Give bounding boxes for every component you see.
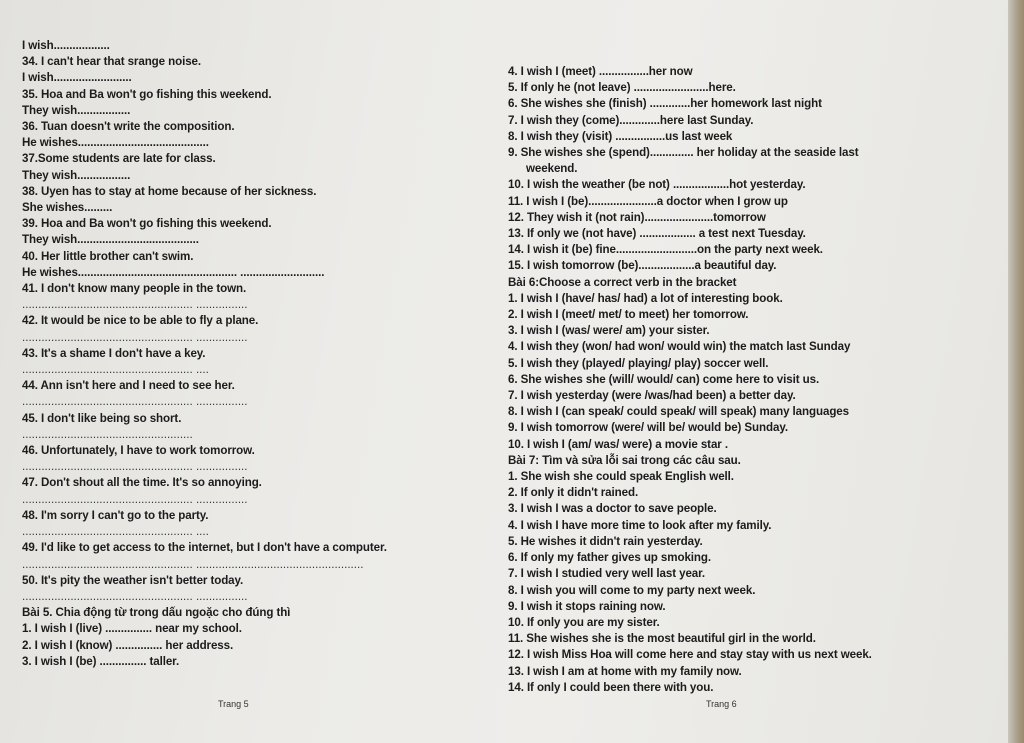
text-line: He wishes.......................................... <box>22 136 209 150</box>
left-column <box>22 38 492 670</box>
text-line: 8. I wish they (visit) ................us last week <box>508 129 733 143</box>
page-number-right: Trang 6 <box>706 699 737 709</box>
text-line: 37.Some students are late for class. <box>22 152 216 166</box>
text-line: 2. If only it didn't rained. <box>508 486 639 500</box>
text-line: 44. Ann isn't here and I need to see her. <box>22 379 235 393</box>
text-line: 1. I wish I (have/ has/ had) a lot of interesting book. <box>508 291 783 305</box>
text-line: Bài 6:Choose a correct verb in the bracket <box>508 275 737 289</box>
text-line: 7. I wish yesterday (were /was/had been) a better day. <box>508 389 796 403</box>
text-line: 38. Uyen has to stay at home because of her sickness. <box>22 184 317 198</box>
text-line: 11. She wishes she is the most beautiful girl in the world. <box>508 632 816 646</box>
answer-blank-line: ..................................................... ................ <box>22 298 248 312</box>
text-line: 3. I wish I (was/ were/ am) your sister. <box>508 324 710 338</box>
text-line: 3. I wish I (be) ............... taller. <box>22 654 180 668</box>
text-line: 41. I don't know many people in the town. <box>22 282 247 296</box>
text-line: I wish.................. <box>22 39 110 52</box>
text-line: 39. Hoa and Ba won't go fishing this weekend. <box>22 217 272 231</box>
text-line: 35. Hoa and Ba won't go fishing this weekend. <box>22 87 272 101</box>
text-line: 6. She wishes she (will/ would/ can) come here to visit us. <box>508 372 820 386</box>
text-line: 9. I wish it stops raining now. <box>508 599 666 613</box>
answer-blank-line: ..................................................... ................ <box>22 589 248 603</box>
text-line: 3. I wish I was a doctor to save people. <box>508 502 717 516</box>
answer-blank-line: ..................................................... .... <box>22 363 209 377</box>
right-column <box>508 64 948 696</box>
text-line: She wishes......... <box>22 201 113 215</box>
text-line: 12. I wish Miss Hoa will come here and stay stay with us next week. <box>508 648 872 662</box>
text-line: 13. If only we (not have) .................. a test next Tuesday. <box>508 227 806 241</box>
text-line: 36. Tuan doesn't write the composition. <box>22 120 235 134</box>
text-line: 2. I wish I (meet/ met/ to meet) her tomorrow. <box>508 308 749 322</box>
text-line: I wish......................... <box>22 71 132 85</box>
answer-blank-line: ..................................................... <box>22 427 193 441</box>
text-line: 7. I wish they (come).............here last Sunday. <box>508 113 754 127</box>
text-line: They wish................. <box>22 168 131 182</box>
text-line: 1. She wish she could speak English well. <box>508 470 734 484</box>
page-edge <box>1008 0 1024 743</box>
answer-blank-line: ..................................................... .................................................... <box>22 557 364 571</box>
text-line: 12. They wish it (not rain)......................tomorrow <box>508 210 766 224</box>
text-line: 9. I wish tomorrow (were/ will be/ would be) Sunday. <box>508 421 788 435</box>
text-line: 46. Unfortunately, I have to work tomorrow. <box>22 444 255 458</box>
text-line: 42. It would be nice to be able to fly a plane. <box>22 314 259 328</box>
text-line: They wish....................................... <box>22 233 199 247</box>
text-line: 6. If only my father gives up smoking. <box>508 551 712 565</box>
text-line: 48. I'm sorry I can't go to the party. <box>22 508 209 522</box>
text-line: 50. It's pity the weather isn't better today. <box>22 573 244 587</box>
text-line: 10. I wish the weather (be not) ..................hot yesterday. <box>508 178 806 192</box>
text-line: 34. I can't hear that srange noise. <box>22 55 202 69</box>
page-number-left: Trang 5 <box>218 699 249 709</box>
text-line: 4. I wish I (meet) ................her now <box>508 65 693 78</box>
answer-blank-line: ..................................................... ................ <box>22 460 248 474</box>
answer-blank-line: ..................................................... .... <box>22 525 209 539</box>
text-line: 4. I wish they (won/ had won/ would win) the match last Sunday <box>508 340 851 354</box>
text-line: 11. I wish I (be)......................a doctor when I grow up <box>508 194 788 208</box>
text-line: 13. I wish I am at home with my family now. <box>508 664 742 678</box>
text-line: 1. I wish I (live) ............... near my school. <box>22 622 242 636</box>
answer-blank-line: ..................................................... ................ <box>22 330 248 344</box>
text-line: 14. If only I could been there with you. <box>508 680 714 694</box>
text-line: 10. If only you are my sister. <box>508 615 660 629</box>
text-line: 10. I wish I (am/ was/ were) a movie star . <box>508 437 728 451</box>
text-line: 14. I wish it (be) fine..........................on the party next week. <box>508 243 823 257</box>
text-line: Bài 5. Chia động từ trong dấu ngoặc cho đúng thì <box>22 606 291 620</box>
text-line: 4. I wish I have more time to look after my family. <box>508 518 772 532</box>
text-line: 49. I'd like to get access to the internet, but I don't have a computer. <box>22 541 387 555</box>
text-line: 5. I wish they (played/ playing/ play) soccer well. <box>508 356 769 370</box>
text-line: 15. I wish tomorrow (be)..................a beautiful day. <box>508 259 777 273</box>
text-line: 5. He wishes it didn't rain yesterday. <box>508 534 703 548</box>
text-line: weekend. <box>526 162 578 176</box>
text-line: 5. If only he (not leave) ........................here. <box>508 81 736 95</box>
text-line: 8. I wish I (can speak/ could speak/ will speak) many languages <box>508 405 849 419</box>
text-line: 47. Don't shout all the time. It's so annoying. <box>22 476 262 490</box>
text-line: 45. I don't like being so short. <box>22 411 182 425</box>
answer-blank-line: ..................................................... ................ <box>22 492 248 506</box>
text-line: 2. I wish I (know) ............... her address. <box>22 638 234 652</box>
text-line: 6. She wishes she (finish) .............her homework last night <box>508 97 822 111</box>
text-line: 9. She wishes she (spend).............. her holiday at the seaside last <box>508 146 859 160</box>
text-line: 43. It's a shame I don't have a key. <box>22 346 206 360</box>
text-line: 40. Her little brother can't swim. <box>22 249 194 263</box>
text-line: 8. I wish you will come to my party next week. <box>508 583 756 597</box>
text-line: 7. I wish I studied very well last year. <box>508 567 706 581</box>
text-line: They wish................. <box>22 103 131 117</box>
text-line: He wishes................................................... ........................... <box>22 265 325 279</box>
answer-blank-line: ..................................................... ................ <box>22 395 248 409</box>
text-line: Bài 7: Tìm và sửa lỗi sai trong các câu sau. <box>508 453 741 467</box>
